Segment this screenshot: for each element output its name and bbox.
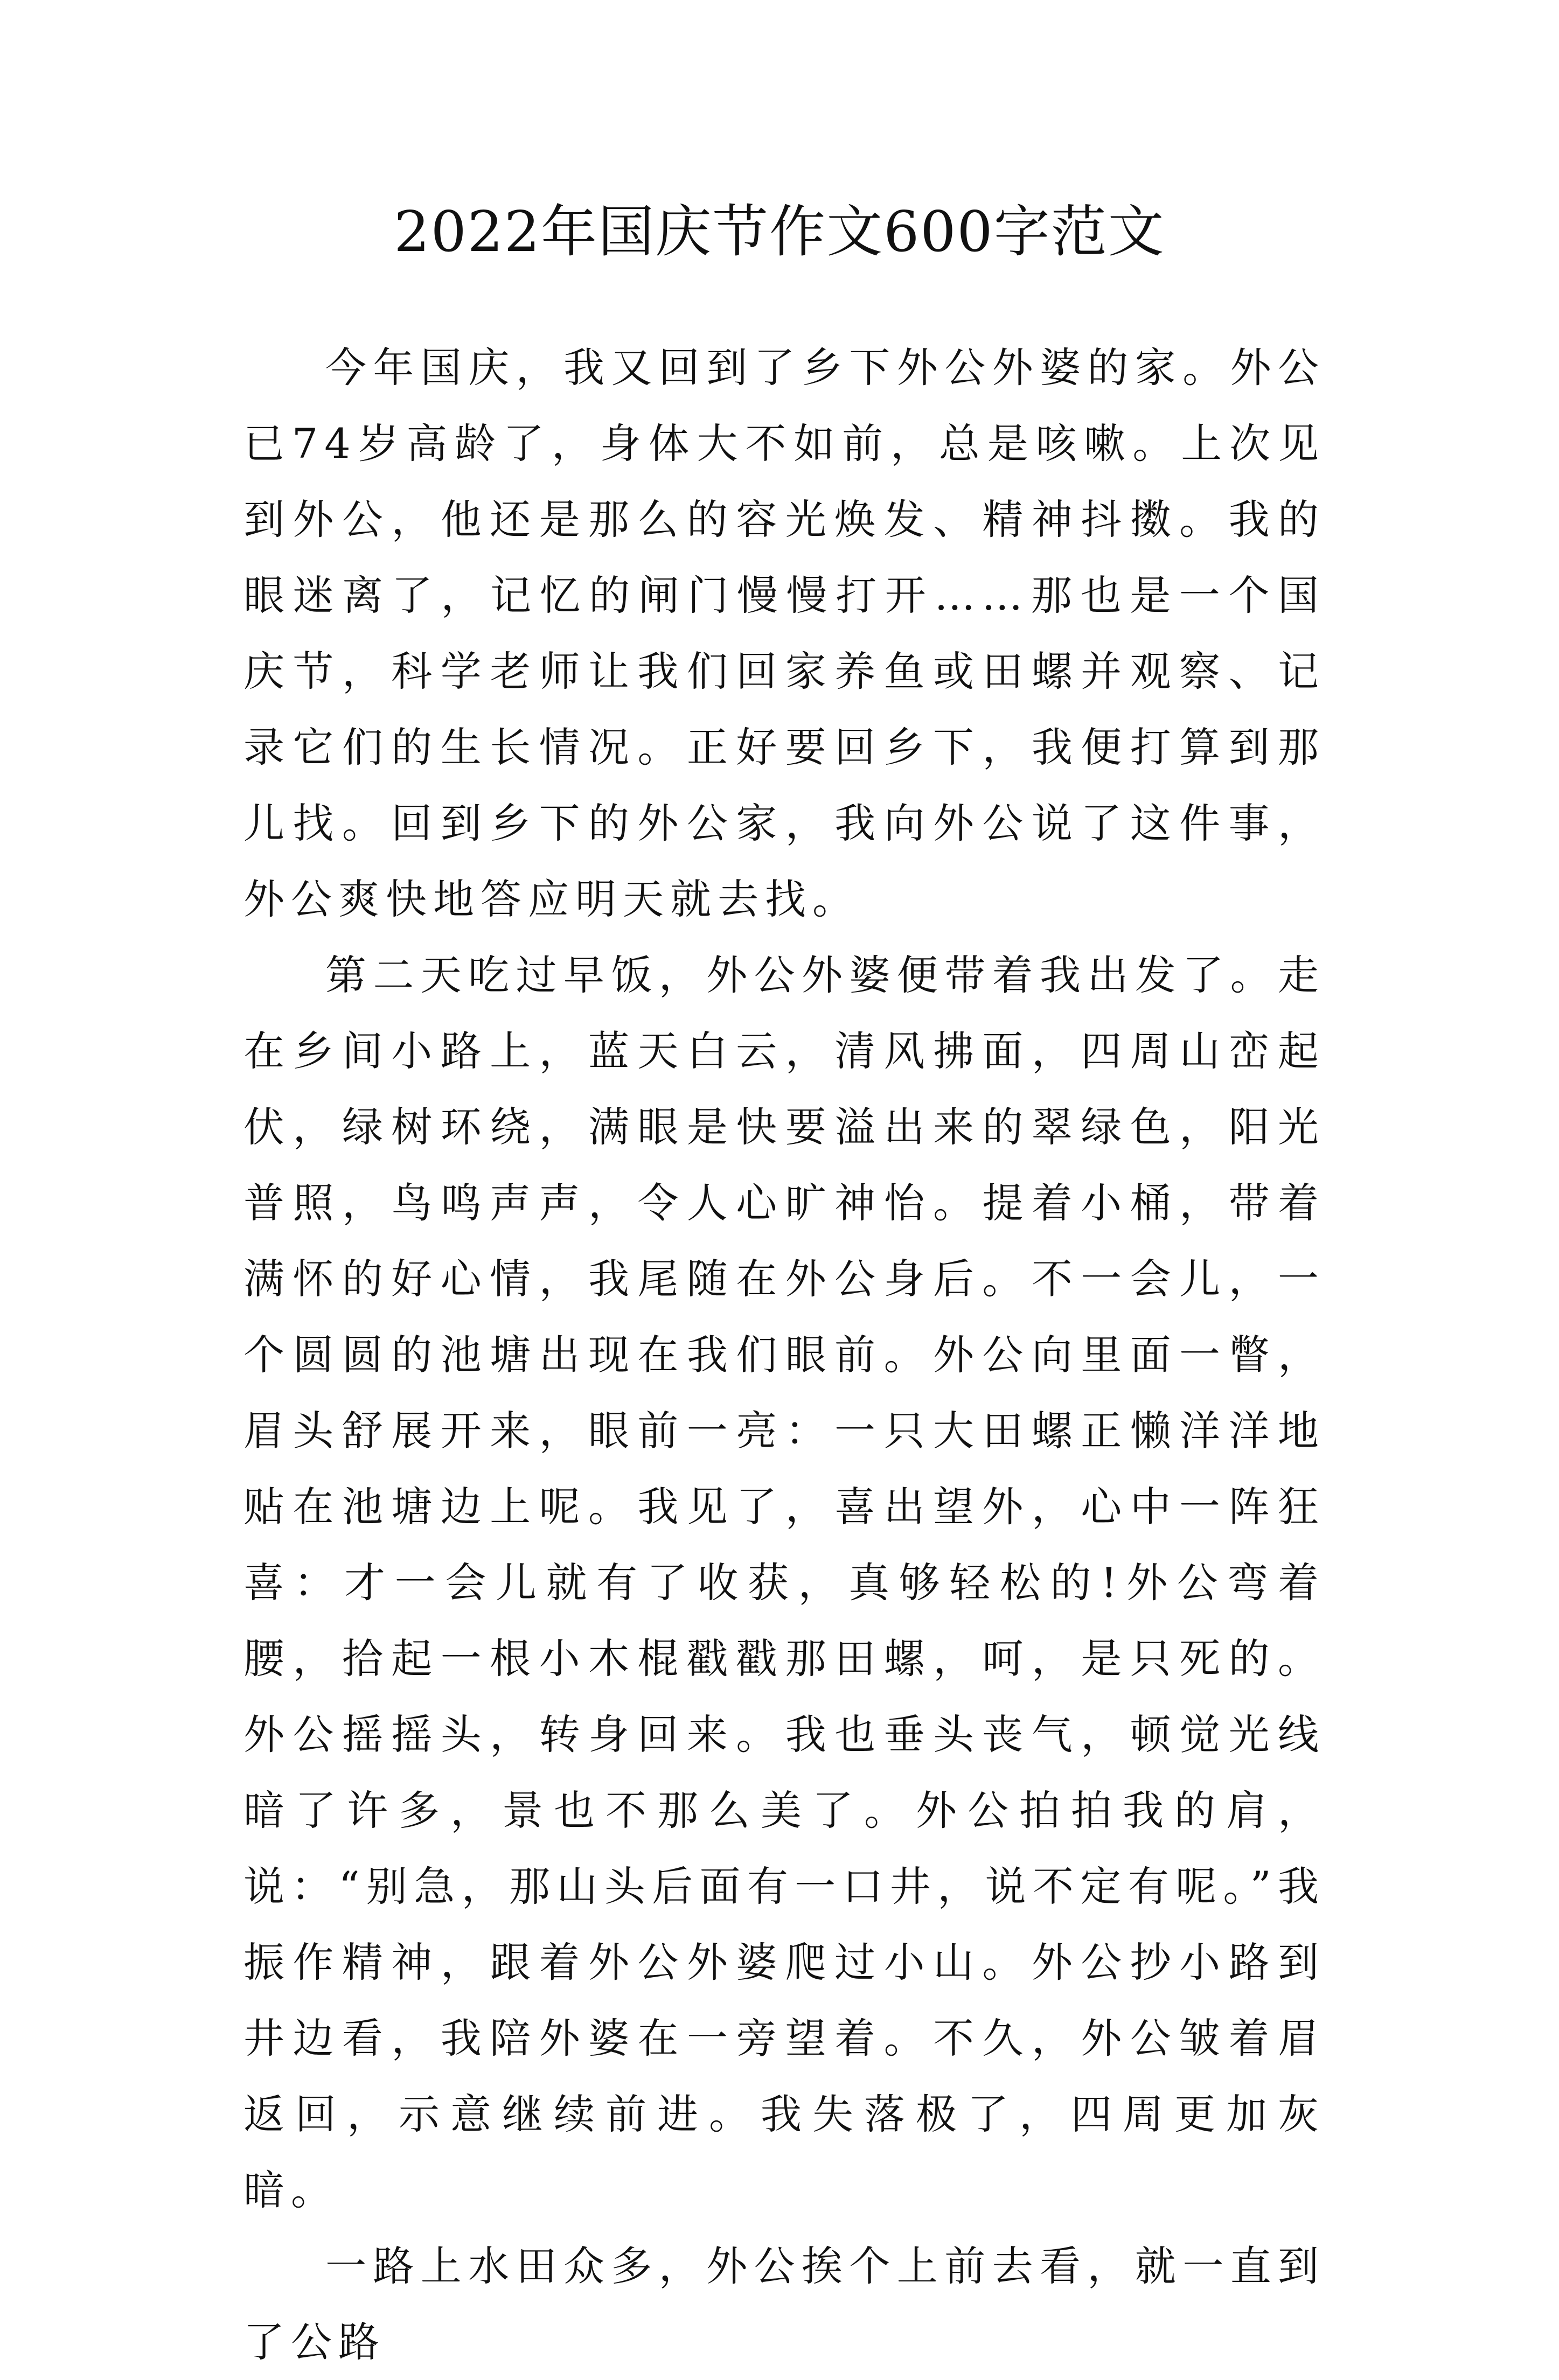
document-title: 2022年国庆节作文600字范文 bbox=[394, 199, 1165, 264]
document-body bbox=[243, 330, 1325, 2380]
paragraph-3: 一路上水田众多，外公挨个上前去看，就一直到了公路 bbox=[243, 2242, 1325, 2366]
paragraph-1: 今年国庆，我又回到了乡下外公外婆的家。外公已74岁高龄了，身体大不如前，总是咳嗽。上次见到外公，他还是那么的容光焕发、精神抖擞。我的眼迷离了，记忆的闸门慢慢打开……那也是一个国庆节，科学老师让我们回家养鱼或田螺并观察、记录它们的生长情况。正好要回乡下，我便打算到那儿找。回到乡下的外公家，我向外公说了这件事，外公爽快地答应明天就去找。 bbox=[243, 344, 1325, 923]
paragraph-2: 第二天吃过早饭，外公外婆便带着我出发了。走在乡间小路上，蓝天白云，清风拂面，四周山峦起伏，绿树环绕，满眼是快要溢出来的翠绿色，阳光普照，鸟鸣声声，令人心旷神怡。提着小桶，带着满怀的好心情，我尾随在外公身后。不一会儿，一个圆圆的池塘出现在我们眼前。外公向里面一瞥，眉头舒展开来，眼前一亮：一只大田螺正懒洋洋地贴在池塘边上呢。我见了，喜出望外，心中一阵狂喜：才一会儿就有了收获，真够轻松的!外公弯着腰，拾起一根小木棍戳戳那田螺，呵，是只死的。外公摇摇头，转身回来。我也垂头丧气，顿觉光线暗了许多，景也不那么美了。外公拍拍我的肩，说：“别急，那山头后面有一口井，说不定有呢。”我振作精神，跟着外公外婆爬过小山。外公抄小路到井边看，我陪外婆在一旁望着。不久，外公皱着眉返回，示意继续前进。我失落极了，四周更加灰暗。 bbox=[243, 951, 1325, 2214]
